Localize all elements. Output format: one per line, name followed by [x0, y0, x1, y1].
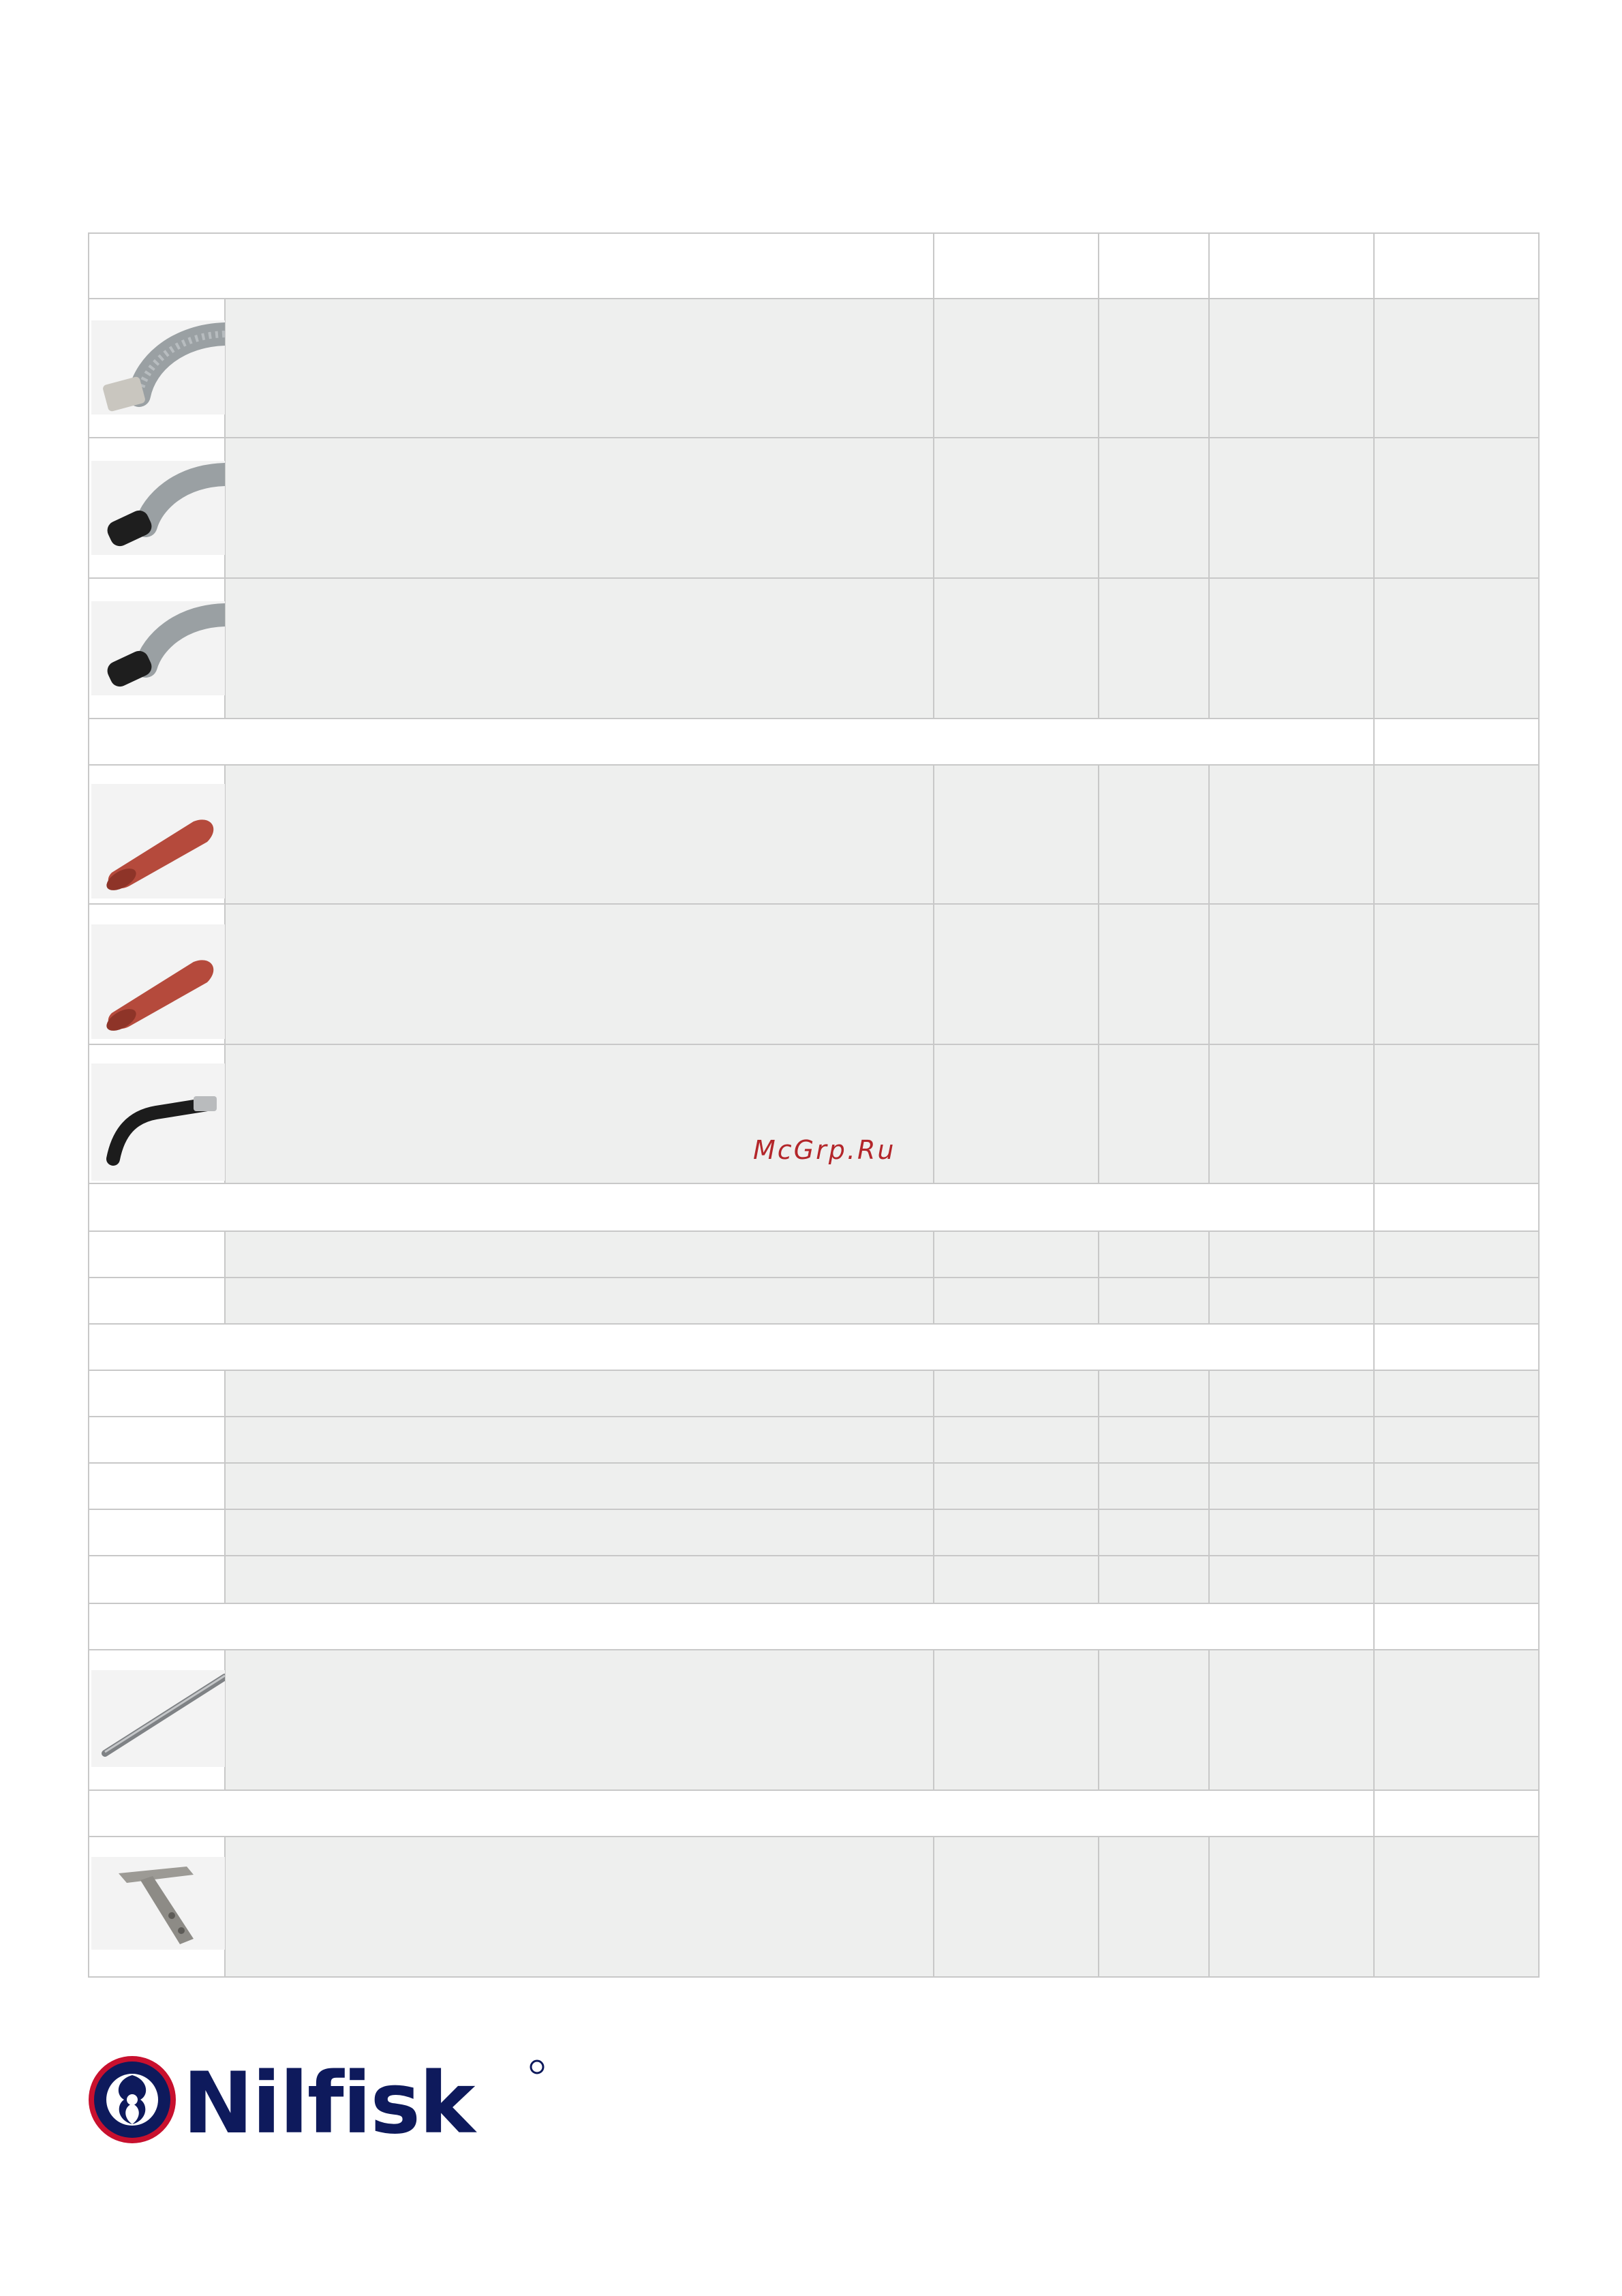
table-cell [1374, 1650, 1539, 1790]
table-cell [934, 1417, 1099, 1463]
section-heading-cell [1374, 1183, 1539, 1231]
table-cell [225, 1417, 934, 1463]
table-cell [1374, 578, 1539, 719]
table-cell [1374, 1370, 1539, 1417]
table-cell [225, 438, 934, 578]
thumbnail-tube [91, 1670, 225, 1767]
table-cell [225, 1370, 934, 1417]
table-cell [1099, 1278, 1209, 1324]
table-header-cell [1099, 233, 1209, 299]
svg-text:Nilfisk: Nilfisk [183, 2055, 474, 2147]
table-cell [225, 1231, 934, 1278]
table-cell [934, 1463, 1099, 1509]
section-heading-cell [1374, 1790, 1539, 1837]
table-header-cell [934, 233, 1099, 299]
section-heading-cell [89, 1603, 1374, 1650]
table-cell [1209, 1044, 1374, 1183]
thumbnail-floor-tool [91, 1857, 225, 1950]
table-cell [1099, 438, 1209, 578]
table-cell [89, 1509, 225, 1556]
table-cell [1099, 578, 1209, 719]
table-cell [1374, 1463, 1539, 1509]
table-cell [934, 1837, 1099, 1977]
table-cell [1374, 1837, 1539, 1977]
table-cell [1209, 1278, 1374, 1324]
grey-hose-black-cuff-icon [91, 601, 225, 695]
metal-extension-tube-icon [91, 1670, 225, 1767]
table-cell [225, 299, 934, 438]
table-cell [1099, 1370, 1209, 1417]
grey-hose-metal-cuff-icon [91, 320, 225, 414]
table-cell [934, 765, 1099, 904]
black-bent-tube-icon [91, 1063, 225, 1181]
table-header-cell [1209, 233, 1374, 299]
section-heading-cell [1374, 719, 1539, 765]
table-cell [1374, 1509, 1539, 1556]
grey-hose-black-cuff-icon [91, 461, 225, 555]
floor-squeegee-tool-icon [91, 1857, 225, 1950]
table-cell [1209, 1650, 1374, 1790]
thumbnail-hose-1 [91, 320, 225, 414]
table-cell [934, 1370, 1099, 1417]
table-cell [1099, 1044, 1209, 1183]
table-cell [1209, 1463, 1374, 1509]
table-cell [225, 1556, 934, 1603]
table-cell [1099, 1417, 1209, 1463]
table-cell [1209, 299, 1374, 438]
table-cell [89, 1417, 225, 1463]
table-header-cell [1374, 233, 1539, 299]
table-cell [934, 1650, 1099, 1790]
thumbnail-nozzle-2 [91, 924, 225, 1039]
thumbnail-hose-3 [91, 601, 225, 695]
nilfisk-logo [87, 2052, 564, 2147]
table-cell [1374, 1044, 1539, 1183]
table-cell [934, 904, 1099, 1044]
table-cell [934, 1044, 1099, 1183]
table-cell [934, 1509, 1099, 1556]
table-cell [225, 1463, 934, 1509]
section-heading-cell [1374, 1603, 1539, 1650]
table-cell [934, 299, 1099, 438]
section-heading-cell [89, 1790, 1374, 1837]
table-cell [1209, 438, 1374, 578]
table-cell [89, 1231, 225, 1278]
section-heading-cell [89, 1183, 1374, 1231]
table-cell [1099, 299, 1209, 438]
table-cell [1374, 1231, 1539, 1278]
table-cell [1374, 904, 1539, 1044]
table-cell [225, 1509, 934, 1556]
table-cell [1209, 578, 1374, 719]
table-cell [225, 765, 934, 904]
table-cell [89, 1556, 225, 1603]
thumbnail-hose-2 [91, 461, 225, 555]
table-cell [1374, 438, 1539, 578]
table-cell [1209, 1837, 1374, 1977]
red-crevice-nozzle-icon [91, 924, 225, 1039]
table-cell [1374, 1417, 1539, 1463]
table-cell [1099, 1556, 1209, 1603]
table-cell [225, 904, 934, 1044]
table-cell [1374, 299, 1539, 438]
table-cell [1209, 1509, 1374, 1556]
table-cell [934, 1556, 1099, 1603]
table-cell [1099, 1231, 1209, 1278]
table-cell [934, 1231, 1099, 1278]
table-header-cell [89, 233, 934, 299]
table-cell [1209, 1370, 1374, 1417]
table-cell [1209, 1417, 1374, 1463]
nilfisk-logo-icon [87, 2052, 564, 2147]
table-cell [1099, 1837, 1209, 1977]
table-cell [1209, 1556, 1374, 1603]
table-cell [89, 1278, 225, 1324]
table-cell [89, 1370, 225, 1417]
table-cell [225, 578, 934, 719]
table-cell [934, 578, 1099, 719]
table-cell [1099, 1650, 1209, 1790]
table-cell [934, 1278, 1099, 1324]
table-cell [225, 1650, 934, 1790]
red-crevice-nozzle-icon [91, 784, 225, 898]
section-heading-cell [1374, 1324, 1539, 1370]
table-cell [89, 1463, 225, 1509]
watermark-text: McGrp.Ru [753, 1135, 896, 1165]
table-cell [225, 1278, 934, 1324]
table-cell [1374, 765, 1539, 904]
table-cell [934, 438, 1099, 578]
table-cell [1374, 1278, 1539, 1324]
section-heading-cell [89, 1324, 1374, 1370]
thumbnail-bent-tube [91, 1063, 225, 1181]
thumbnail-nozzle-1 [91, 784, 225, 898]
table-cell [225, 1837, 934, 1977]
section-heading-cell [89, 719, 1374, 765]
table-cell [1099, 1463, 1209, 1509]
table-cell [1099, 1509, 1209, 1556]
table-cell [1374, 1556, 1539, 1603]
table-cell [1209, 1231, 1374, 1278]
table-cell [1209, 904, 1374, 1044]
table-cell [1099, 765, 1209, 904]
table-cell [1209, 765, 1374, 904]
table-cell [1099, 904, 1209, 1044]
